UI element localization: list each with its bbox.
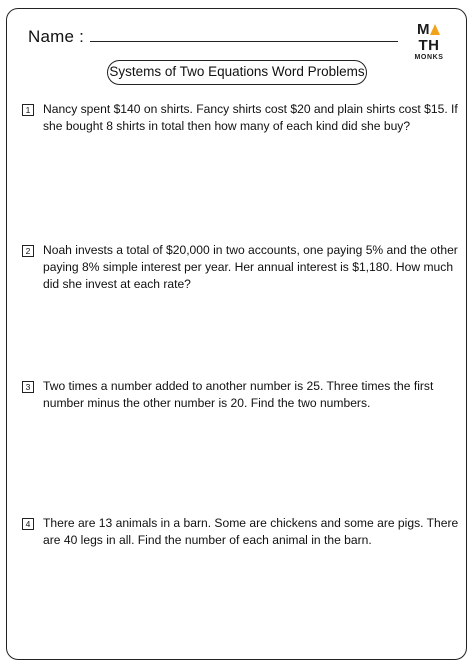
problem-text: Two times a number added to another number is 25. Three times the first number minus the other number is 20. Find the two numbers. bbox=[43, 379, 434, 410]
name-blank-line bbox=[90, 27, 398, 42]
name-row bbox=[28, 27, 398, 47]
logo-word: MTH bbox=[417, 21, 440, 54]
problem-text: Nancy spent $140 on shirts. Fancy shirts cost $20 and plain shirts cost $15. If she bought 8 shirts in total then how many of each kind did she buy? bbox=[43, 102, 458, 133]
problem-number-box: 2 bbox=[22, 245, 34, 257]
name-label: Name : bbox=[28, 27, 84, 46]
worksheet-title: Systems of Two Equations Word Problems bbox=[107, 60, 367, 85]
math-monks-logo bbox=[408, 22, 450, 62]
problem-text: There are 13 animals in a barn. Some are chickens and some are pigs. There are 40 legs in all. Find the number of each animal in the barn. bbox=[43, 516, 459, 547]
problem-text: Noah invests a total of $20,000 in two accounts, one paying 5% and the other paying 8% simple interest per year. Her annual interest is $1,180. How much did she invest at each rate? bbox=[43, 243, 458, 291]
problem-number-box: 4 bbox=[22, 518, 34, 530]
problem-number-box: 3 bbox=[22, 381, 34, 393]
logo-subtitle: MONKS bbox=[414, 54, 444, 61]
triangle-a-icon bbox=[430, 24, 441, 35]
problem-number-box: 1 bbox=[22, 104, 34, 116]
